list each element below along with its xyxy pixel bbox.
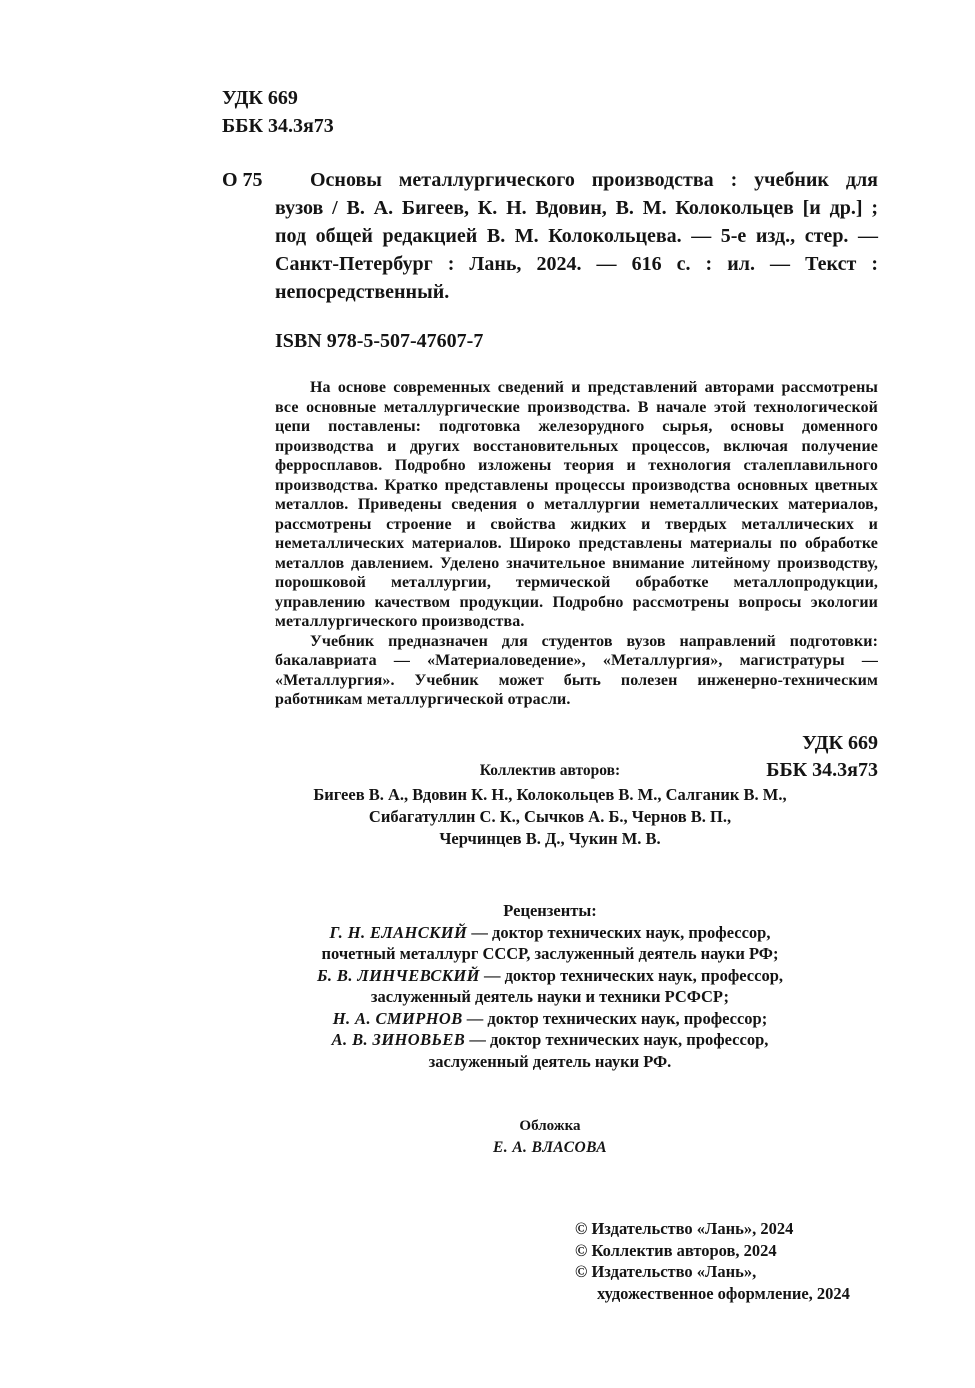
copyright-line: © Издательство «Лань», — [575, 1262, 757, 1281]
annotation-paragraph-1: На основе современных сведений и представлений авторами рассмотрены все основные металлургические производства. В начале этой технологической цепи поставлены: подготовка железорудного сырья, основы доменного производства и других восстановительных процессов, включая получение ферросплавов. Подробно изложены теория и технология сталеплавильного производства. Кратко представлены процессы производства основных цветных металлов. Приведены сведения о металлургии неметаллических материалов, рассмотрены строение и свойства жидких и твердых металлических и неметаллических материалов. Широко представлены материалы по обработке металлов давлением. Уделено значительное внимание литейному производству, порошковой металлургии, термической обработке металлопродукции, управлению качеством продукции. Подробно рассмотрены вопросы экологии металлургического производства. — [275, 379, 878, 630]
reviewer-line — [222, 1008, 878, 1030]
cover-designer-name: Е. А. ВЛАСОВА — [493, 1139, 607, 1156]
udc-bottom-code: УДК 669 — [802, 731, 878, 754]
reviewers-heading: Рецензенты: — [503, 900, 597, 920]
reviewer-line — [222, 986, 878, 1008]
udc-top-code: УДК 669 — [222, 87, 298, 109]
reviewer-name: Б. В. ЛИНЧЕВСКИЙ — [316, 965, 480, 985]
bbk-bottom-code: ББК 34.3я73 — [766, 758, 878, 781]
reviewer-line — [222, 1029, 878, 1051]
copyright-line: художественное оформление, 2024 — [597, 1283, 850, 1303]
catalog-code: О 75 — [222, 169, 263, 191]
main-text-column — [222, 84, 878, 1158]
reviewer-line — [222, 1051, 878, 1073]
reviewer-title: почетный металлург СССР, заслуженный деятель науки РФ; — [321, 944, 779, 963]
reviewers-block — [222, 900, 878, 1073]
annotation-paragraph-2: Учебник предназначен для студентов вузов направлений подготовки: бакалавриата — «Материаловедение», «Металлургия», магистратуры — «Металлургия». Учебник может быть полезен инженерно-техническим работникам металлургической отрасли. — [275, 632, 878, 708]
reviewer-title: — доктор технических наук, профессор, — [479, 965, 784, 985]
reviewer-title: — доктор технических наук, профессор, — [465, 1030, 769, 1049]
reviewer-name: А. В. ЗИНОВЬЕВ — [331, 1030, 466, 1049]
reviewer-line — [222, 922, 878, 944]
authors-heading: Коллектив авторов: — [479, 761, 621, 779]
reviewer-name: Г. Н. ЕЛАНСКИЙ — [329, 922, 468, 942]
catalog-entry — [222, 166, 878, 306]
authors-line: Черчинцев В. Д., Чукин М. В. — [439, 828, 661, 848]
copyright-line: © Коллектив авторов, 2024 — [575, 1240, 777, 1260]
authors-line: Сибагатуллин С. К., Сычков А. Б., Чернов В. П., — [368, 806, 732, 826]
authors-line: Бигеев В. А., Вдовин К. Н., Колокольцев В. М., Салганик В. М., — [313, 784, 787, 804]
udc-bbk-top-block — [222, 84, 878, 140]
reviewer-line — [222, 965, 878, 987]
reviewer-title: заслуженный деятель науки РФ. — [428, 1051, 672, 1071]
reviewer-title: — доктор технических наук, профессор; — [462, 1008, 768, 1028]
copyright-block — [575, 1218, 850, 1304]
bbk-top-code: ББК 34.3я73 — [222, 115, 334, 137]
annotation-block — [222, 378, 878, 710]
isbn-number: ISBN 978-5-507-47607-7 — [275, 330, 484, 352]
reviewer-name: Н. А. СМИРНОВ — [332, 1008, 463, 1028]
copyright-line: © Издательство «Лань», 2024 — [575, 1219, 794, 1238]
catalog-description: Основы металлургического производства : учебник для вузов / В. А. Бигеев, К. Н. Вдовин, В. М. Колокольцев [и др.] ; под общей редакцией В. М. Колокольцева. — 5-е изд., стер. — Санкт-Петербург : Лань, 2024. — 616 с. : ил. — Текст : непосредственный. — [275, 169, 878, 303]
reviewer-title: — доктор технических наук, профессор, — [467, 922, 771, 942]
cover-credit-block — [222, 1116, 878, 1158]
reviewer-title: заслуженный деятель науки и техники РСФСР; — [370, 987, 730, 1006]
cover-heading: Обложка — [519, 1118, 581, 1134]
reviewer-line — [222, 943, 878, 965]
